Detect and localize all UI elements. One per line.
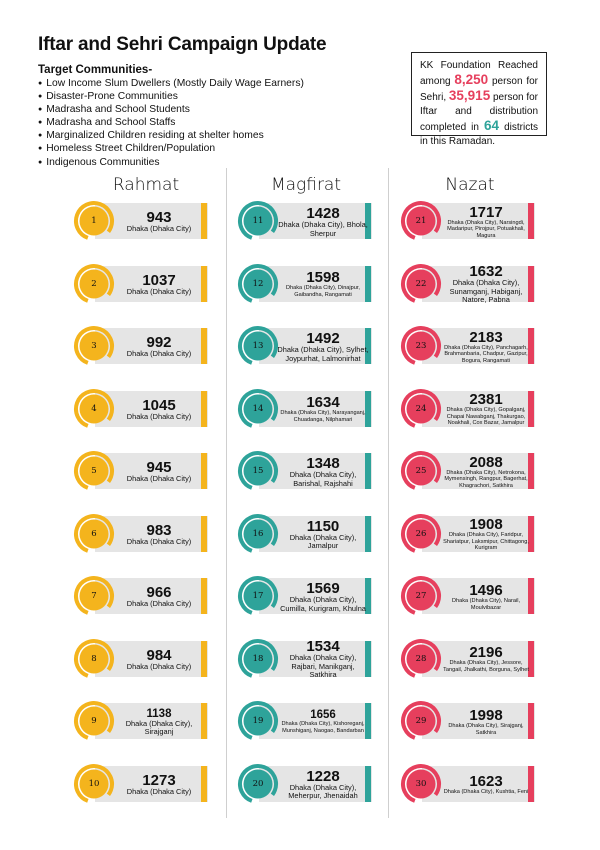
row-number: 17 [252, 591, 264, 601]
person-count: 1273 [142, 771, 176, 789]
target-communities-list [38, 78, 304, 170]
row-number: 5 [91, 466, 97, 476]
row-number: 11 [252, 216, 264, 226]
card-text [113, 704, 205, 740]
district-list: Dhaka (Dhaka City), Jessore, Tangail, Jhalkathi, Borguna, Sylhet [443, 660, 529, 673]
person-count: 945 [146, 459, 172, 477]
person-count: 1632 [469, 263, 503, 281]
column-title-rahmat: Rahmat [112, 175, 180, 195]
district-list: Dhaka (Dhaka City) [126, 786, 192, 796]
row-number: 1 [91, 216, 97, 226]
district-list: Dhaka (Dhaka City) [126, 224, 192, 234]
district-list: Dhaka (Dhaka City), Dinajpur, Gaibandha, Rangamati [286, 285, 360, 298]
district-list: Dhaka (Dhaka City) [126, 349, 192, 359]
campaign-card [237, 263, 377, 305]
district-list: Dhaka (Dhaka City), Panchagarh, Brahmanbaria, Chadpur, Gazipur, Bogura, Rangamati [444, 344, 528, 364]
person-count: 1998 [469, 706, 503, 724]
row-number: 24 [415, 403, 427, 414]
campaign-card [237, 575, 377, 617]
district-list: Dhaka (Dhaka City), Sirajganj [125, 718, 193, 736]
card-text [440, 642, 532, 678]
list-item: ● Marginalized Children residing at shelter homes [38, 130, 304, 143]
card-text [440, 204, 532, 240]
row-number: 28 [415, 653, 427, 664]
card-text [277, 329, 369, 365]
campaign-card [237, 325, 377, 367]
district-list: Dhaka (Dhaka City), Jamalpur [289, 532, 357, 550]
row-number: 30 [415, 778, 427, 789]
row-number: 21 [415, 216, 427, 226]
person-count: 2196 [469, 644, 503, 662]
row-number: 20 [252, 778, 264, 789]
district-list: Dhaka (Dhaka City), Gopalganj, Chapai Nawabganj, Thakurgao, Noakhali, Cox Bazar, Jamalpur [446, 407, 526, 427]
district-list: Dhaka (Dhaka City) [126, 536, 192, 546]
list-item: ● Homeless Street Children/Population [38, 143, 304, 156]
card-text [277, 579, 369, 615]
row-number: 3 [91, 341, 97, 351]
campaign-card [400, 263, 540, 305]
card-text [113, 454, 205, 490]
district-list: Dhaka (Dhaka City) [126, 286, 192, 296]
card-text [277, 767, 369, 803]
person-count: 984 [146, 646, 172, 664]
card-text [113, 204, 205, 240]
district-list: Dhaka (Dhaka City), Kushtia, Feni [443, 788, 529, 795]
sehri-count: 8,250 [454, 72, 489, 87]
campaign-card [237, 388, 377, 430]
column-divider [388, 168, 389, 818]
row-number: 15 [252, 466, 264, 476]
person-count: 983 [146, 521, 172, 539]
person-count: 1496 [469, 581, 503, 599]
card-text [277, 517, 369, 553]
page-title: Iftar and Sehri Campaign Update [38, 34, 327, 55]
row-number: 22 [415, 278, 427, 289]
card-text [113, 767, 205, 803]
row-number: 7 [91, 591, 97, 601]
summary-box [411, 52, 547, 147]
card-text [277, 454, 369, 490]
person-count: 2183 [469, 328, 503, 346]
person-count: 1150 [306, 517, 340, 535]
sehri-text: person for Sehri, [420, 76, 539, 103]
district-list: Dhaka (Dhaka City), Faridpur, Shariatpur, Laksmipur, Chittagong, Kurigram [443, 532, 529, 552]
district-list: Dhaka (Dhaka City), Cumilla, Kurigram, Khulna [280, 595, 366, 613]
card-text [440, 263, 532, 305]
card-text [113, 517, 205, 553]
row-number: 26 [415, 528, 427, 539]
row-number: 27 [415, 591, 427, 601]
summary-line1: KK Foundation Reached among [420, 60, 538, 87]
district-list: Dhaka (Dhaka City), Rajbari, Manikganj, Satkhira [289, 653, 357, 680]
person-count: 1228 [306, 767, 340, 785]
person-count: 1492 [306, 330, 340, 348]
district-list: Dhaka (Dhaka City), Meherpur, Jhenaidah [288, 782, 358, 800]
card-text [113, 392, 205, 428]
person-count: 943 [146, 209, 172, 227]
campaign-card [73, 388, 213, 430]
summary-tail: districts in this Ramadan. [420, 122, 538, 147]
campaign-card [400, 575, 540, 617]
campaign-card [73, 513, 213, 555]
card-text [277, 392, 369, 428]
district-list: Dhaka (Dhaka City), Netrokona, Mymensingh, Rangpur, Bagerhat, Khagrachori, Satkhira [444, 469, 528, 489]
district-list: Dhaka (Dhaka City), Narail, Moulvibazar [451, 597, 521, 611]
card-text [440, 767, 532, 803]
row-number: 10 [88, 778, 100, 789]
person-count: 1534 [306, 638, 340, 656]
campaign-card [73, 638, 213, 680]
campaign-card [237, 700, 377, 742]
person-count: 2381 [469, 391, 503, 409]
campaign-card [237, 513, 377, 555]
campaign-card [73, 575, 213, 617]
card-text [113, 642, 205, 678]
campaign-card [237, 638, 377, 680]
campaign-card [400, 200, 540, 242]
district-list: Dhaka (Dhaka City) [126, 599, 192, 609]
card-text [277, 638, 369, 680]
campaign-card [400, 513, 540, 555]
district-list: Dhaka (Dhaka City), Narsingdi, Madaripur, Pirojpur, Potuakhali, Magura [447, 219, 525, 239]
list-item: ● Madrasha and School Students [38, 104, 304, 117]
iftar-count: 35,915 [448, 88, 491, 103]
person-count: 1717 [469, 203, 503, 221]
row-number: 16 [252, 528, 264, 539]
district-list: Dhaka (Dhaka City), Sunamganj, Habiganj, Natore, Pabna [449, 278, 523, 305]
column-title-magfirat: Magfirat [270, 175, 342, 195]
row-number: 4 [91, 403, 97, 414]
card-text [440, 704, 532, 740]
person-count: 1634 [306, 394, 340, 412]
district-list: Dhaka (Dhaka City), Kishoreganj, Munshiganj, Naogao, Bandarban [281, 721, 365, 734]
card-text [277, 267, 369, 303]
card-text [277, 204, 369, 240]
person-count: 1428 [306, 205, 340, 223]
person-count: 1908 [469, 516, 503, 534]
campaign-card [237, 763, 377, 805]
card-text [440, 579, 532, 615]
row-number: 18 [252, 653, 264, 664]
campaign-card [73, 450, 213, 492]
row-number: 14 [252, 403, 264, 414]
campaign-card [400, 700, 540, 742]
district-list: Dhaka (Dhaka City), Barishal, Rajshahi [289, 470, 357, 488]
row-number: 23 [415, 341, 427, 351]
person-count: 1138 [146, 707, 172, 720]
person-count: 1348 [306, 455, 340, 473]
row-number: 12 [252, 278, 264, 289]
list-item: ● Disaster-Prone Communities [38, 91, 304, 104]
person-count: 1598 [306, 269, 340, 287]
card-text [440, 454, 532, 490]
card-text [113, 267, 205, 303]
campaign-card [237, 450, 377, 492]
person-count: 1045 [142, 396, 176, 414]
row-number: 8 [91, 653, 97, 664]
district-list: Dhaka (Dhaka City), Sylhet, Joypurhat, Lalmonirhat [277, 345, 369, 363]
campaign-card [237, 200, 377, 242]
list-item: ● Indigenous Communities [38, 157, 304, 170]
person-count: 966 [146, 584, 172, 602]
list-item: ● Madrasha and School Staffs [38, 117, 304, 130]
card-text [440, 329, 532, 365]
column-divider [226, 168, 227, 818]
list-item: ● Low Income Slum Dwellers (Mostly Daily Wage Earners) [38, 78, 304, 91]
iftar-text: person for Iftar and distribution completed in [420, 92, 539, 133]
campaign-card [400, 638, 540, 680]
person-count: 1656 [310, 709, 336, 722]
district-list: Dhaka (Dhaka City), Sirajganj, Satkhira [448, 722, 524, 736]
person-count: 1569 [306, 580, 340, 598]
person-count: 2088 [469, 453, 503, 471]
campaign-card [400, 450, 540, 492]
campaign-card [73, 200, 213, 242]
person-count: 992 [146, 334, 172, 352]
card-text [113, 579, 205, 615]
districts-count: 64 [484, 118, 500, 133]
row-number: 25 [415, 466, 427, 476]
campaign-card [73, 763, 213, 805]
campaign-card [400, 388, 540, 430]
person-count: 1037 [142, 271, 176, 289]
district-list: Dhaka (Dhaka City) [126, 474, 192, 484]
campaign-card [73, 325, 213, 367]
row-number: 6 [91, 528, 97, 539]
person-count: 1623 [469, 772, 503, 790]
campaign-card [400, 763, 540, 805]
card-text [440, 392, 532, 428]
row-number: 19 [252, 716, 264, 726]
card-text [277, 704, 369, 740]
row-number: 29 [415, 716, 427, 726]
district-list: Dhaka (Dhaka City), Narayanganj, Chuadanga, Nilphamari [280, 410, 366, 423]
target-communities-heading: Target Communities- [38, 64, 153, 76]
campaign-card [73, 700, 213, 742]
district-list: Dhaka (Dhaka City) [126, 661, 192, 671]
campaign-card [73, 263, 213, 305]
card-text [440, 517, 532, 553]
row-number: 13 [252, 341, 264, 351]
row-number: 9 [91, 716, 97, 726]
column-title-nazat: Nazat [445, 175, 495, 195]
campaign-card [400, 325, 540, 367]
card-text [113, 329, 205, 365]
district-list: Dhaka (Dhaka City) [126, 411, 192, 421]
district-list: Dhaka (Dhaka City), Bhola, Sherpur [278, 220, 368, 238]
row-number: 2 [91, 278, 97, 289]
